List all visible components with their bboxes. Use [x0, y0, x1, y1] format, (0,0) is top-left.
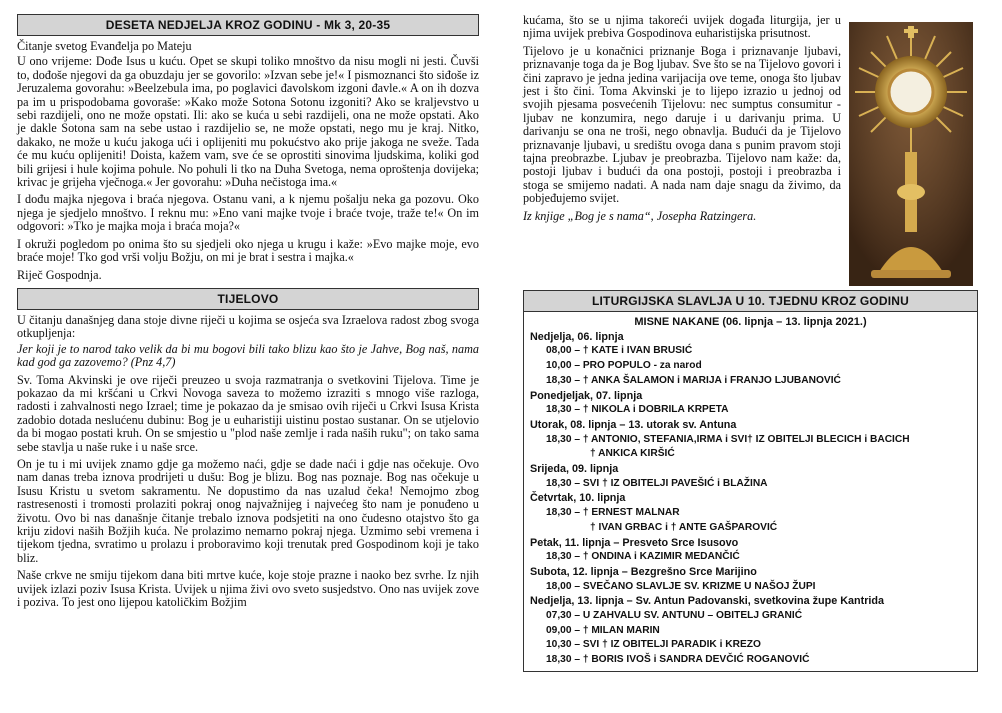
schedule-entry: 18,30 – † BORIS IVOŠ i SANDRA DEVČIĆ ROGANOVIĆ — [546, 654, 810, 666]
mass-intentions-header: MISNE NAKANE (06. lipnja – 13. lipnja 2021.) — [634, 316, 867, 328]
schedule-entry: † IVAN GRBAC i † ANTE GAŠPAROVIĆ — [590, 521, 778, 533]
tijelovo-paragraph-4: Naše crkve ne smiju tijekom dana biti mrtve kuće, koje stoje prazne i naoko bez svrhe. Iz njih uvijek izlazi poziv Isusa Krista. Uvijek u njima živi ovo sveto susjedstvo. Ono nas uvijek zove i poziva. To jest ono lijepou katoličkim Božjim — [17, 568, 479, 610]
schedule-entry: 08,00 – † KATE i IVAN BRUSIĆ — [546, 345, 693, 357]
right-top — [523, 14, 978, 286]
gospel-paragraph-3: I okruži pogledom po onima što su sjedjeli oko njega u krugu i kaže: »Evo majke moje, evo braće moje! Tko god vrši volju Božju, on mi je brat i sestra i majka.« — [17, 236, 479, 265]
tijelovo-continuation — [523, 14, 841, 286]
monstrance-foot — [871, 270, 951, 278]
gospel-header: DESETA NEDJELJA KROZ GODINU - Mk 3, 20-35 — [17, 14, 479, 36]
schedule-day: Subota, 12. lipnja – Bezgrešno Srce Marijino — [530, 565, 757, 578]
tijelovo-paragraph-1: U čitanju današnjeg dana stoje divne riječi u kojima se osjeća sva Izraelova radost zbog svoga otkupljenja: — [17, 312, 479, 341]
continuation-paragraph-1: kućama, što se u njima takoreći uvijek događa liturgija, jer u njima uvijek prebiva Gospodinova euharistijska prisutnost. — [523, 13, 841, 41]
schedule-entry: 18,30 – † ERNEST MALNAR — [546, 507, 680, 519]
book-source: Iz knjige „Bog je s nama“, Josepha Ratzingera. — [523, 208, 757, 223]
gospel-intro: Čitanje svetog Evanđelja po Mateju — [17, 39, 192, 53]
liturgy-header: LITURGIJSKA SLAVLJA U 10. TJEDNU KROZ GODINU — [524, 291, 977, 312]
host-window — [889, 70, 933, 114]
cross-horizontal — [904, 29, 918, 33]
schedule-entry: 09,00 – † MILAN MARIN — [546, 624, 660, 636]
schedule-day: Ponedjeljak, 07. lipnja — [530, 389, 643, 402]
schedule-day: Srijeda, 09. lipnja — [530, 463, 619, 476]
tijelovo-paragraph-3: On je tu i mi uvijek znamo gdje ga možemo naći, gdje se dade naći i gdje nas očekuje. Ovo nam danas treba iznova prodrijeti u dušu: Bog je blizu. Bog nas poznaje. Bog nas očekuje u Isusu Kristu u svetom sakramentu. Ne dopustimo da nas uzalud čeka! Nemojmo zbog rastresenosti i tromosti prolaziti pokraj onog najvažnijeg i najvećeg što nam je ponuđeno u životu. Ovo bi nas današnje čitanje trebalo iznova podsjetiti na ono čudesno otajstvo što ga kriju zidovi naših Božjih kuća. Ne prolazimo nemarno pokraj njega. Uzmimo sebi vremena i tijekom tjedna, svratimo u prolazu i proboravimo koji trenutak pred Gospodinom koji je tako bliz. — [17, 456, 479, 565]
schedule-entry: 18,30 – † ANTONIO, STEFANIA,IRMA i SVI† IZ OBITELJI BLECICH i BACICH — [546, 433, 910, 445]
left-column — [17, 14, 479, 613]
schedule-entry: 18,00 – SVEČANO SLAVLJE SV. KRIZME U NAŠOJ ŽUPI — [546, 580, 816, 592]
schedule-entry: † ANKICA KIRŠIĆ — [590, 448, 675, 460]
schedule-day: Nedjelja, 13. lipnja – Sv. Antun Padovanski, svetkovina župe Kantrida — [530, 595, 885, 608]
liturgy-box — [523, 290, 978, 672]
gospel-paragraph-2: I dođu majka njegova i braća njegova. Ostanu vani, a k njemu pošalju neka ga pozovu. Oko njega je sjedjelo mnoštvo. I reknu mu: »Eno vani majke tvoje i braće tvoje, traže te!« On im odgovori: »Tko je majka moja i braća moja?« — [17, 192, 479, 234]
tijelovo-paragraph-2: Sv. Toma Akvinski je ove riječi preuzeo u svoja razmatranja o svetkovini Tijelova. Time je pokazao da mi kršćani u Crkvi Novoga saveza to možemo izraziti s mnogo više razloga, radosti i zahvalnosti nego Izrael; time je pokazao da je smisao ovih riječi u Crkvi Isusa Krista zadobio dotada neslućenu dubinu: Bog je u euharistiji uistinu postao sustanar. On se utjelovio da bi mogao postati kruh. On se smjestio u "plod naše zemlje i rada naših ruku"; on tako sama sebe stavlja u naše ruke i u naše srce. — [17, 372, 479, 454]
schedule-entry: 07,30 – U ZAHVALU SV. ANTUNU – OBITELJ GRANIĆ — [546, 610, 803, 622]
gospel-paragraph-1: U ono vrijeme: Dođe Isus u kuću. Opet se skupi toliko mnoštvo da nisu mogli ni jesti. Čuvši to, dođoše njegovi da ga obuzdaju jer se govorilo: »Izvan sebe je!« I pismoznanci što siđoše iz Jeruzalema govorahu: »Beelzebula ima, po poglavici đavolskom izgoni đavle.« A on ih dozva pa im u prispodobama govoraše: »Kako može Sotona Sotonu izgoniti? Ako se kraljevstvo u sebi razdijeli, ono ne može opstati. Ili: ako se kuća u sebi razdijeli, ona ne može opstati. Ako je dakle Sotona sam na sebe ustao i razdijelio se, ne može opstati, nego mu je kraj. Nitko, dakako, ne može u kuću jakoga ući i oplijeniti mu pokućstvo ako prije jakoga ne sveže. Tada će mu kuću oplijeniti! Doista, kažem vam, sve će se oprostiti sinovima ljudskima, koliki god bili grijesi i hule kojima pohule. No pohuli li tko na Duha Svetoga, nema oproštenja dovijeka; krivac je grijeha vječnoga.« Jer govorahu: »Duha nečistoga ima.« — [17, 54, 479, 190]
schedule-entry: 18,30 – SVI † IZ OBITELJI PAVEŠIĆ i BLAŽINA — [546, 477, 768, 489]
schedule-day: Četvrtak, 10. lipnja — [530, 492, 626, 505]
liturgy-list — [524, 312, 977, 671]
schedule-entry: 10,30 – SVI † IZ OBITELJI PARADIK i KREZO — [546, 639, 761, 651]
right-column — [523, 14, 978, 672]
gospel-closing: Riječ Gospodnja. — [17, 267, 102, 282]
schedule-day: Utorak, 08. lipnja – 13. utorak sv. Antuna — [530, 418, 737, 431]
schedule-entry: 18,30 – † ANKA ŠALAMON i MARIJA i FRANJO LJUBANOVIĆ — [546, 374, 841, 386]
monstrance-knob — [897, 184, 925, 200]
schedule-entry: 18,30 – † ONDINA i KAZIMIR MEDANČIĆ — [546, 551, 740, 563]
continuation-paragraph-2: Tijelovo je u konačnici priznanje Boga i priznavanje ljubavi, priznavanje toga da je Bog ljubav. Sve što se na Tijelovo govori i čini zapravo je jedna jedina varijacija ove teme, onoga što ljubav jest i što čini. Toma Akvinski je to lijepo izrazio u jednoj od svojih pjesama posvećenih Tijelovu: nec sumptus consumitur - ljubav ne konzumira, nego daruje i u darivanju prima. U darivanju se ona ne troši, nego obnavlja. Budući da je Tijelovo priznavanje ljubavi, u središtu ovoga dana s punim pravom stoji tajna preobrazbe. Ljubav je preobrazba. Tijelovo nam kaže: da, postoji ljubav i budući da ona postoji, postoji i preobrazba i stoga se smijemo nadati. A nada nam daje snagu da živimo, da pobjeđujemo svijet. — [523, 43, 841, 206]
tijelovo-quote: Jer koji je to narod tako velik da bi mu bogovi bili tako blizu kao što je Jahve, Bog naš, nama kad god ga zazovemo? (Pnz 4,7) — [17, 341, 479, 370]
schedule-day: Nedjelja, 06. lipnja — [530, 330, 624, 343]
schedule-day: Petak, 11. lipnja – Presveto Srce Isusovo — [530, 536, 739, 549]
schedule-entry: 18,30 – † NIKOLA i DOBRILA KRPETA — [546, 404, 729, 416]
schedule-entry: 10,00 – PRO POPULO - za narod — [546, 360, 702, 372]
monstrance-image — [849, 22, 973, 286]
tijelovo-header: TIJELOVO — [17, 288, 479, 310]
